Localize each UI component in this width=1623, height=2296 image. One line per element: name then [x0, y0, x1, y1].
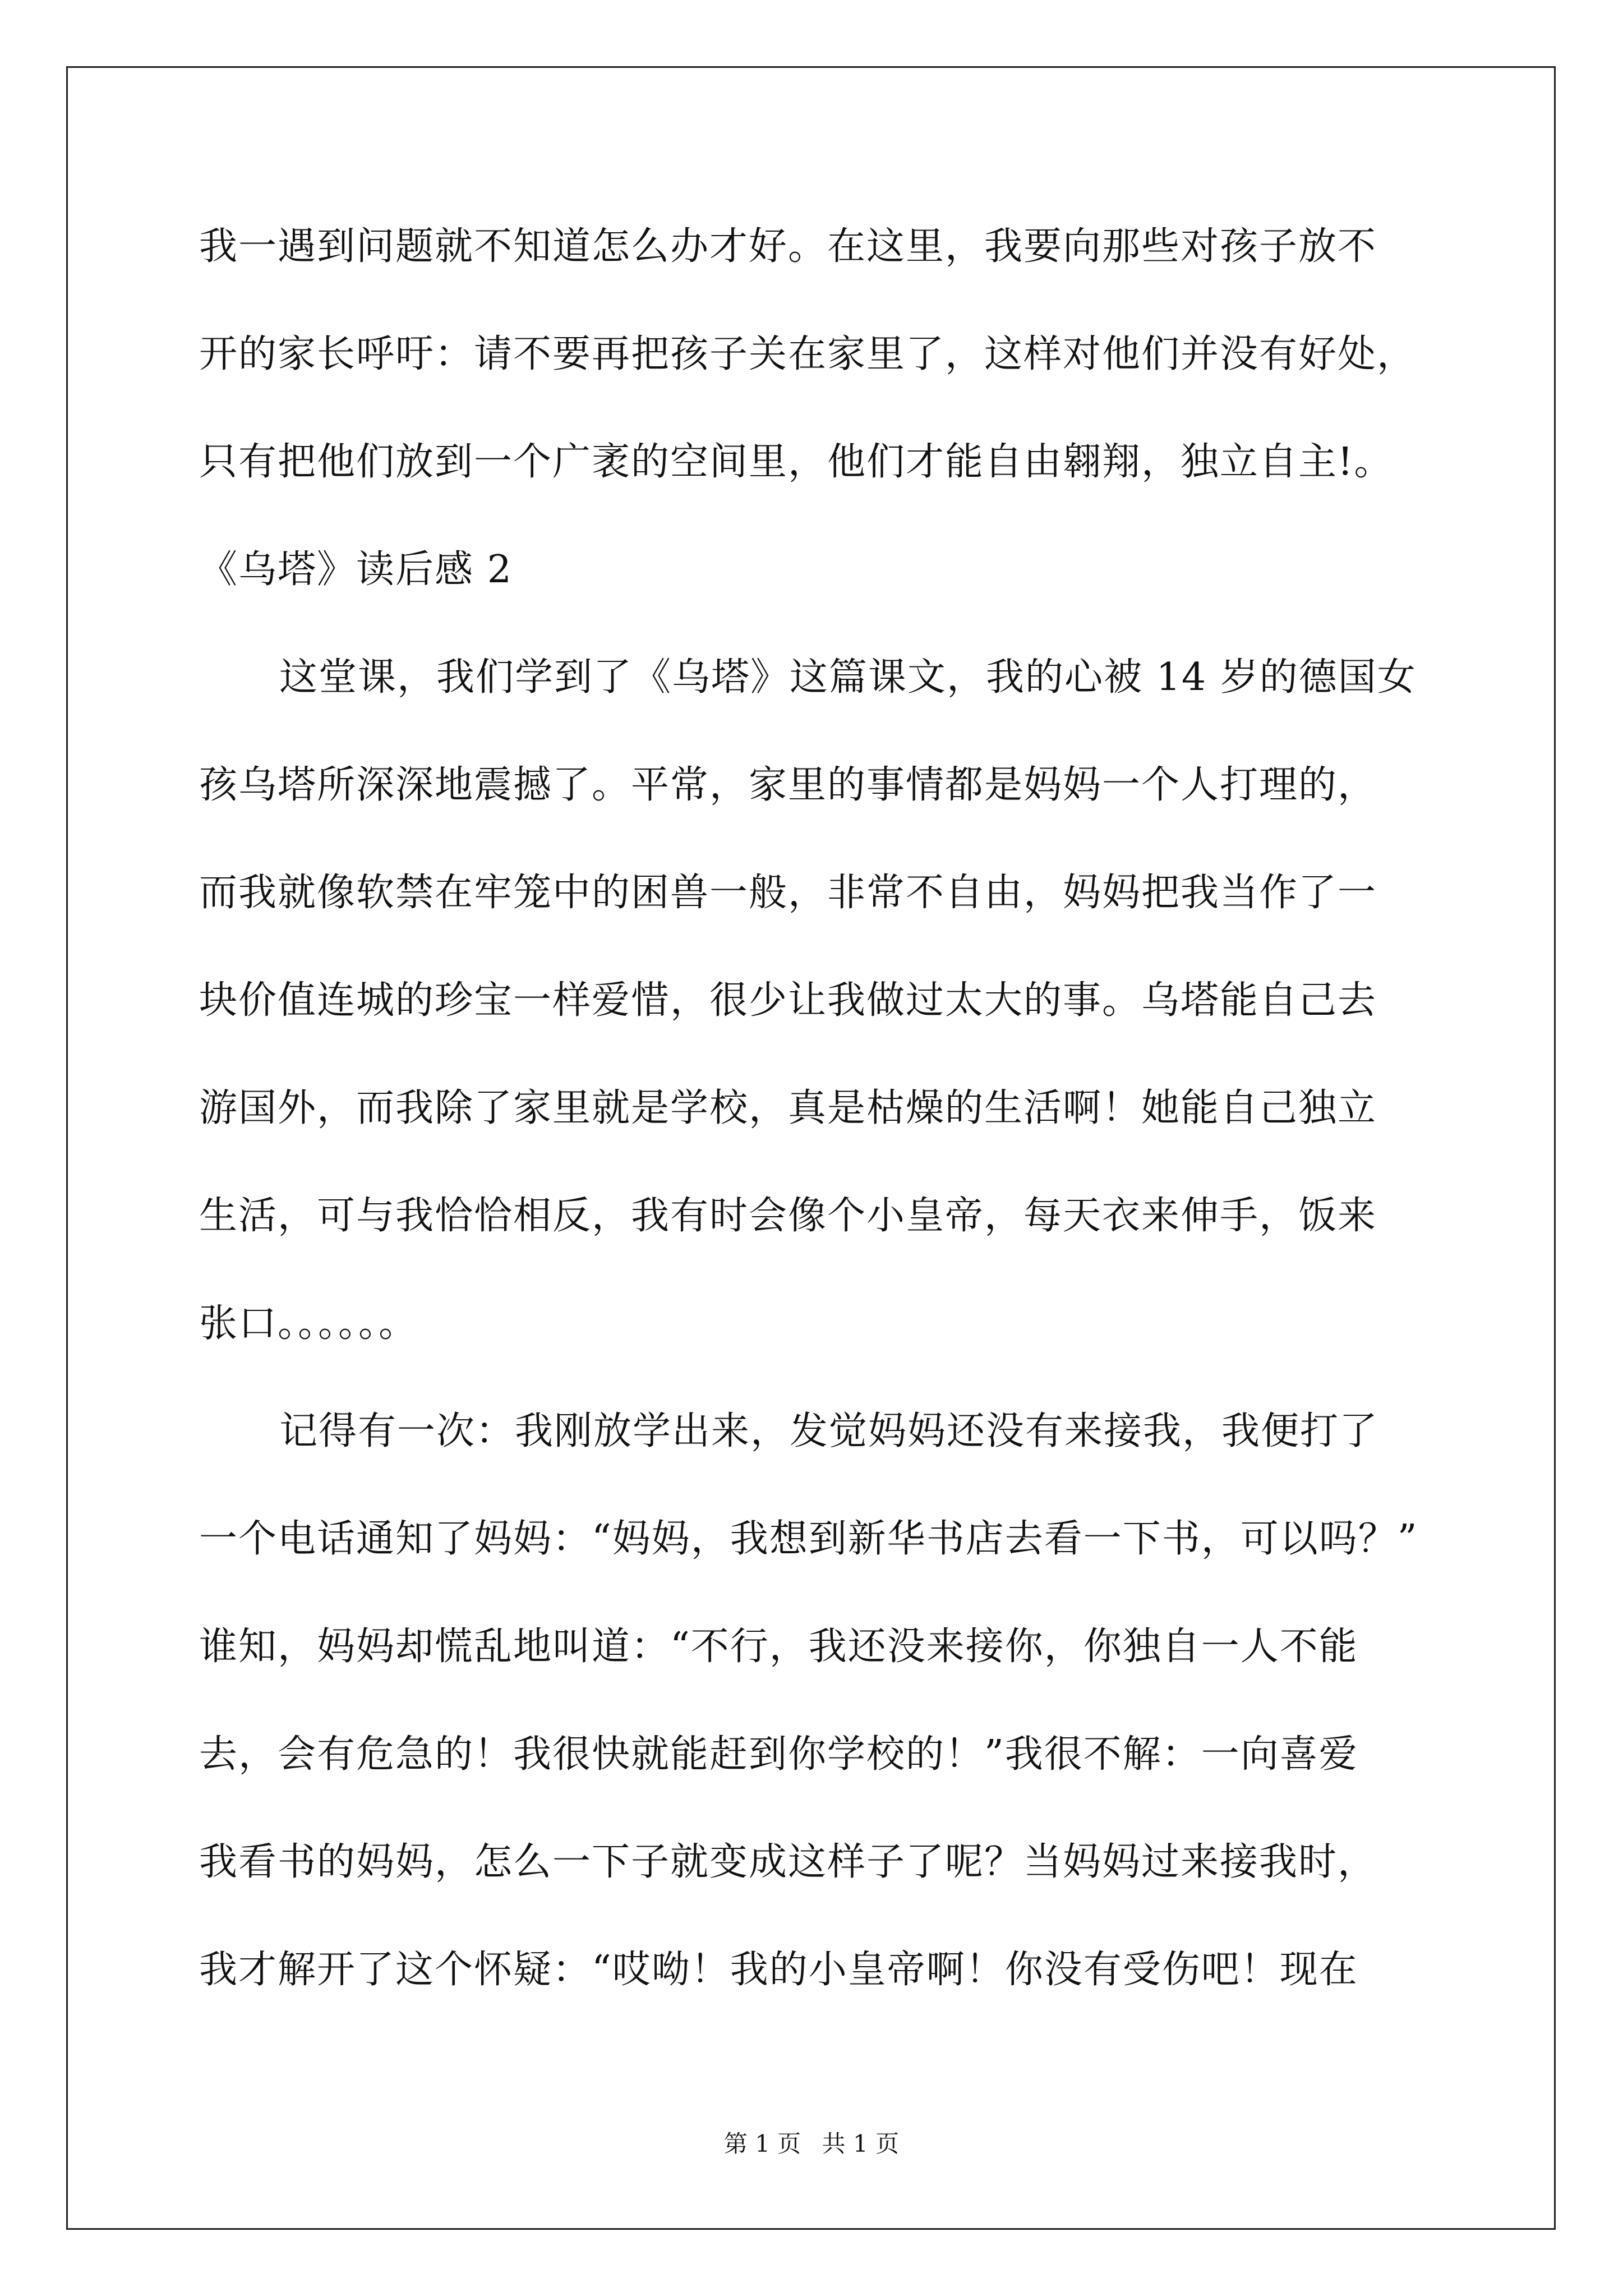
paragraph-line: 孩乌塔所深深地震撼了。平常，家里的事情都是妈妈一个人打理的， [199, 763, 1377, 807]
paragraph-line: 一个电话通知了妈妈：“妈妈，我想到新华书店去看一下书，可以吗？” [199, 1517, 1418, 1561]
paragraph-line: 我看书的妈妈，怎么一下子就变成这样子了呢？当妈妈过来接我时， [199, 1840, 1377, 1884]
page-footer [0, 2127, 1623, 2161]
section-heading: 《乌塔》读后感 2 [199, 547, 513, 592]
paragraph-line: 记得有一次：我刚放学出来，发觉妈妈还没有来接我，我便打了 [279, 1409, 1379, 1453]
paragraph-line: 谁知，妈妈却慌乱地叫道：“不行，我还没来接你，你独自一人不能 [199, 1625, 1358, 1669]
paragraph-line: 游国外，而我除了家里就是学校，真是枯燥的生活啊！她能自己独立 [199, 1086, 1377, 1130]
paragraph-line: 开的家长呼吁：请不要再把孩子关在家里了，这样对他们并没有好处， [199, 332, 1417, 376]
paragraph-line: 生活，可与我恰恰相反，我有时会像个小皇帝，每天衣来伸手，饭来 [199, 1194, 1377, 1238]
page-total: 共 1 页 [822, 2130, 900, 2157]
paragraph-line: 张口。。。。。。 [199, 1301, 418, 1346]
paragraph-line: 块价值连城的珍宝一样爱惜，很少让我做过太大的事。乌塔能自己去 [199, 978, 1377, 1023]
paragraph-line: 我才解开了这个怀疑：“哎呦！我的小皇帝啊！你没有受伤吧！现在 [199, 1948, 1358, 1992]
paragraph-line: 只有把他们放到一个广袤的空间里，他们才能自由翱翔，独立自主!。 [199, 440, 1394, 484]
page-number: 第 1 页 [723, 2130, 801, 2157]
paragraph-line: 而我就像软禁在牢笼中的困兽一般，非常不自由，妈妈把我当作了一 [199, 871, 1377, 915]
paragraph-line: 去，会有危急的！我很快就能赶到你学校的！”我很不解：一向喜爱 [199, 1732, 1358, 1777]
paragraph-line: 这堂课，我们学到了《乌塔》这篇课文，我的心被 14 岁的德国女 [279, 655, 1417, 700]
document-body [199, 208, 1444, 2039]
paragraph-line: 我一遇到问题就不知道怎么办才好。在这里，我要向那些对孩子放不 [199, 224, 1377, 269]
